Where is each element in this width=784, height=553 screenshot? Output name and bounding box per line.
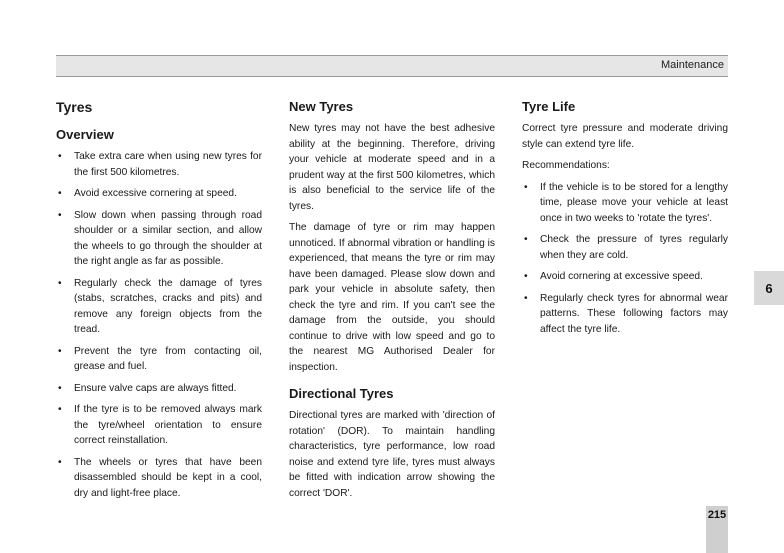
- list-item: • The wheels or tyres that have been disassembled should be kept in a cool, dry and light-free place.: [56, 455, 262, 502]
- directional-tyres-paragraph: Directional tyres are marked with 'direction of rotation' (DOR). To maintain handling characteristics, tyre performance, low road noise and extend tyre life, tyres must always be fitted with indication arrow showing the correct 'DOR'.: [289, 410, 495, 499]
- new-tyres-paragraph-1: New tyres may not have the best adhesive ability at the beginning. Therefore, driving your vehicle at moderate speed and in a prudent way at the first 500 kilometres, which is also beneficial to the service life of the tyres.: [289, 123, 495, 212]
- list-item: • Avoid excessive cornering at speed.: [56, 186, 262, 202]
- list-item: • Take extra care when using new tyres for the first 500 kilometres.: [56, 149, 262, 180]
- column-tyres: [56, 98, 262, 507]
- column-new-tyres: [289, 98, 495, 507]
- recommendations-label: Recommendations:: [522, 160, 610, 171]
- list-item: • Regularly check the damage of tyres (stabs, scratches, cracks and pits) and remove any foreign objects from the tread.: [56, 276, 262, 338]
- recommendations-list: [522, 180, 728, 338]
- new-tyres-paragraph-2: The damage of tyre or rim may happen unnoticed. If abnormal vibration or handling is experienced, that means the tyre or rim may have been damaged. Please slow down and park your vehicle in absolute safety, then check the tyre and rim. If you can't see the damage from the outside, you should continue to drive with low speed and go to the nearest MG Authorised Dealer for inspection.: [289, 222, 495, 373]
- page-number-tab: [706, 506, 728, 553]
- tyre-life-heading: Tyre Life: [522, 99, 576, 114]
- page-number: 215: [707, 509, 727, 521]
- overview-heading: Overview: [56, 127, 114, 142]
- list-item: • Regularly check tyres for abnormal wear patterns. These following factors may affect the tyre life.: [522, 291, 728, 338]
- list-item: • Avoid cornering at excessive speed.: [522, 269, 728, 285]
- new-tyres-heading: New Tyres: [289, 99, 354, 114]
- list-item: • Ensure valve caps are always fitted.: [56, 381, 262, 397]
- tyres-heading: Tyres: [56, 99, 93, 115]
- directional-tyres-heading: Directional Tyres: [289, 386, 394, 401]
- section-title: Maintenance: [661, 59, 724, 71]
- chapter-tab: [754, 271, 784, 305]
- tyre-life-intro: Correct tyre pressure and moderate driving style can extend tyre life.: [522, 123, 728, 150]
- list-item: • Check the pressure of tyres regularly when they are cold.: [522, 232, 728, 263]
- list-item: • Prevent the tyre from contacting oil, grease and fuel.: [56, 344, 262, 375]
- list-item: • Slow down when passing through road shoulder or a similar section, and allow the wheels to go through the shoulder at the right angle as far as possible.: [56, 208, 262, 270]
- list-item: • If the tyre is to be removed always mark the tyre/wheel orientation to ensure correct reinstallation.: [56, 402, 262, 449]
- overview-list: [56, 149, 262, 501]
- column-tyre-life: [522, 98, 728, 343]
- list-item: • If the vehicle is to be stored for a lengthy time, please move your vehicle at least once in two weeks to 'rotate the tyres'.: [522, 180, 728, 227]
- chapter-number: 6: [765, 280, 773, 296]
- section-header-bar: [56, 55, 728, 77]
